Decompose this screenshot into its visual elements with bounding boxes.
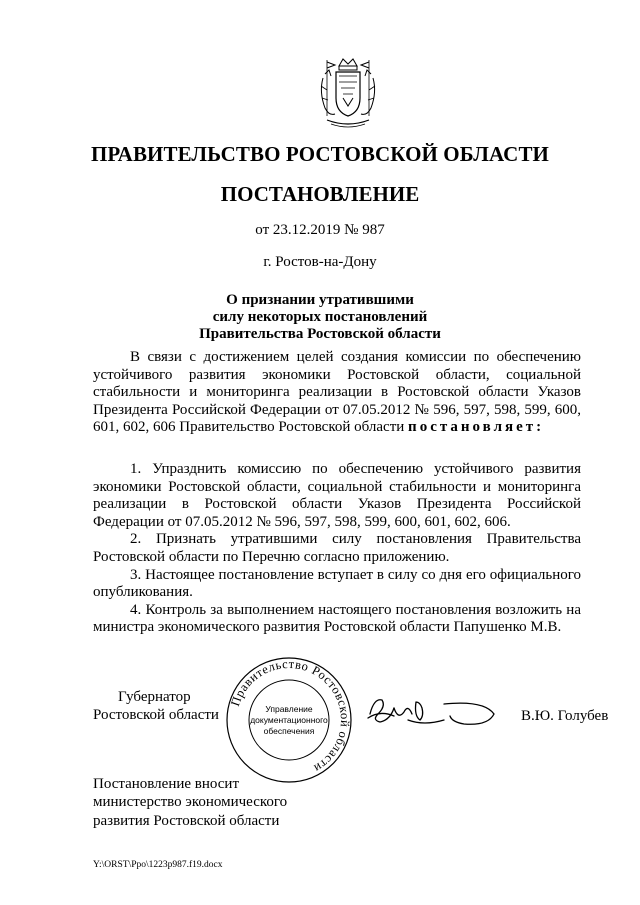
decree-item: 1. Упразднить комиссию по обеспечению устойчивого развития экономики Ростовской области, социальной стабильности и мониторинга реализации в Ростовской области Указов Президента Российской Федерации от 07.05.2012 № 596, 597, 598, 599, 600, 601, 602, 606. bbox=[93, 461, 581, 530]
preamble-text: В связи с достижением целей создания комиссии по обеспечению устойчивого развития экономики Ростовской области, социальной стабильности и мониторинга реализации в Ростовской области Указов Президента Российской Федерации от 07.05.2012 № 596, 597, 598, 599, 600, 601, 602, 606 Правительство Ростовской области bbox=[93, 349, 581, 436]
city: г. Ростов-на-Дону bbox=[263, 254, 377, 270]
government-title: ПРАВИТЕЛЬСТВО РОСТОВСКОЙ ОБЛАСТИ bbox=[91, 142, 549, 166]
decree-items bbox=[93, 461, 581, 637]
signatory-title bbox=[93, 688, 219, 724]
decree-item: 4. Контроль за выполнением настоящего постановления возложить на министра экономического развития Ростовской области Папушенко М.В. bbox=[93, 601, 581, 636]
decree-item: 2. Признать утратившими силу постановления Правительства Ростовской области по Перечню согласно приложению. bbox=[93, 531, 581, 565]
date-number: от 23.12.2019 № 987 bbox=[255, 222, 385, 238]
signatory-title-line: Ростовской области bbox=[93, 707, 219, 723]
subject-line: силу некоторых постановлений bbox=[212, 309, 428, 325]
introduced-by bbox=[93, 775, 287, 830]
file-path-footer: Y:\ORST\Ppo\1223p987.f19.docx bbox=[93, 860, 223, 870]
signatory-name: В.Ю. Голубев bbox=[521, 708, 609, 724]
decree-item: 3. Настоящее постановление вступает в силу со дня его официального опубликования. bbox=[93, 566, 581, 601]
stamp-ring-text: Правительство Ростовской области bbox=[228, 656, 353, 776]
stamp-line: Управление bbox=[265, 704, 313, 714]
official-stamp bbox=[224, 655, 354, 785]
stamp-line: документационного bbox=[250, 715, 328, 725]
stamp-line: обеспечения bbox=[263, 726, 315, 736]
document-subject bbox=[0, 292, 640, 343]
signatory-title-line: Губернатор bbox=[118, 689, 191, 705]
resolves-word: постановляет: bbox=[408, 419, 545, 436]
introduced-by-line: Постановление вносит bbox=[93, 776, 240, 792]
document-type: ПОСТАНОВЛЕНИЕ bbox=[220, 182, 420, 206]
subject-line: Правительства Ростовской области bbox=[199, 326, 441, 342]
preamble bbox=[93, 349, 581, 437]
coat-of-arms-icon bbox=[313, 56, 383, 130]
introduced-by-line: развития Ростовской области bbox=[93, 812, 280, 829]
handwritten-signature bbox=[364, 690, 500, 732]
introduced-by-line: министерство экономического bbox=[93, 794, 288, 811]
subject-line: О признании утратившими bbox=[226, 292, 414, 308]
